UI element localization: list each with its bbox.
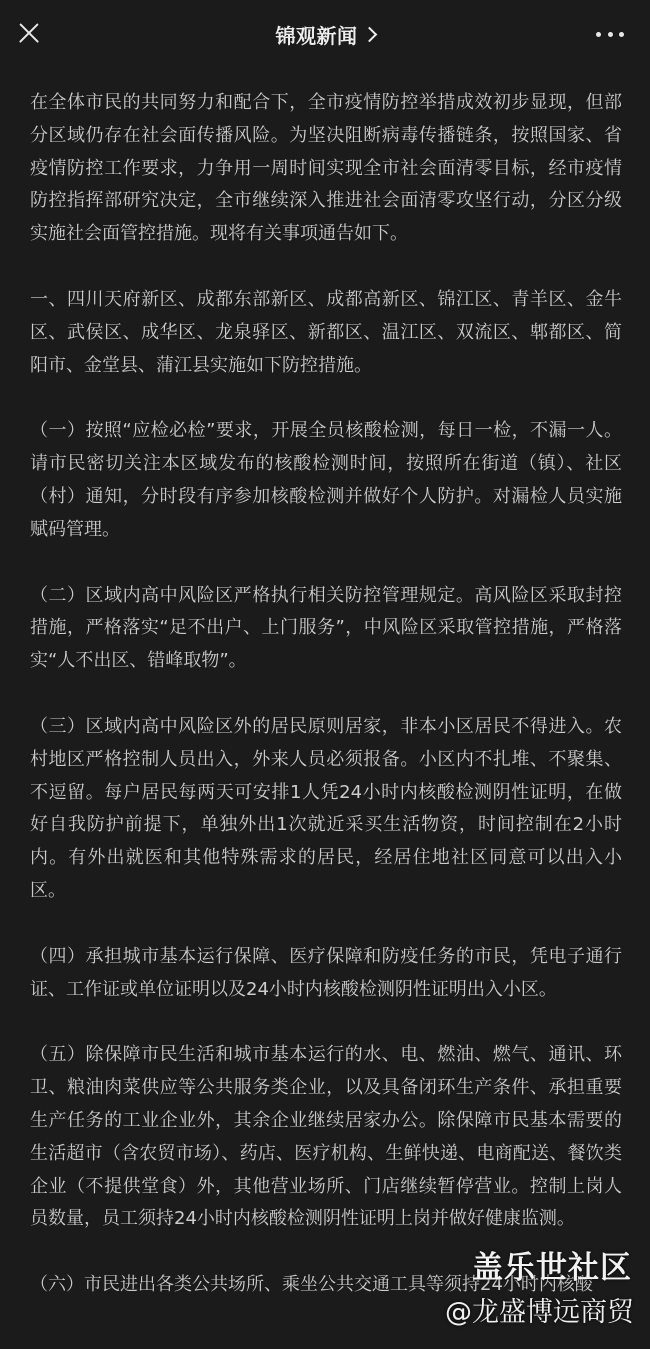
article-body — [30, 87, 622, 1335]
article-paragraph-item-5: （五）除保障市民生活和城市基本运行的水、电、燃油、燃气、通讯、环卫、粮油肉菜供应等公共服务类企业，以及具备闭环生产条件、承担重要生产任务的工业企业外，其余企业继续居家办公。除保障市民基本需要的生活超市（含农贸市场）、药店、医疗机构、生鲜快递、电商配送、餐饮类企业（不提供堂食）外，其他营业场所、门店继续暂停营业。控制上岗人员数量，员工须持24小时内核酸检测阴性证明上岗并做好健康监测。 — [30, 1044, 622, 1230]
account-title: 锦观新闻 — [275, 23, 358, 48]
title-container — [0, 0, 650, 68]
article-paragraph-item-3: （三）区域内高中风险区外的居民原则居家，非本小区居民不得进入。农村地区严格控制人员出入，外来人员必须报备。小区内不扎堆、不聚集、不逗留。每户居民每两天可安排1人凭24小时内核酸检测阴性证明，在做好自我防护前提下，单独外出1次就近采买生活物资，时间控制在2小时内。有外出就医和其他特殊需求的居民，经居住地社区同意可以出入小区。 — [30, 715, 622, 901]
article-paragraph-item-2: （二）区域内高中风险区严格执行相关防控管理规定。高风险区采取封控措施，严格落实“足不出户、上门服务”，中风险区采取管控措施，严格落实“人不出区、错峰取物”。 — [30, 584, 622, 672]
article-paragraph-item-1: （一）按照“应检必检”要求，开展全员核酸检测，每日一检，不漏一人。请市民密切关注本区域发布的核酸检测时间，按照所在街道（镇）、社区（村）通知，分时段有序参加核酸检测并做好个人防护。对漏检人员实施赋码管理。 — [30, 420, 622, 540]
article-paragraph-section-1: 一、四川天府新区、成都东部新区、成都高新区、锦江区、青羊区、金牛区、武侯区、成华区、龙泉驿区、新都区、温江区、双流区、郫都区、简阳市、金堂县、蒲江县实施如下防控措施。 — [30, 288, 622, 376]
watermark-community: 盖乐世社区 — [472, 1250, 632, 1286]
close-icon[interactable] — [12, 16, 46, 50]
article-paragraph-intro: 在全体市民的共同努力和配合下，全市疫情防控举措成效初步显现，但部分区域仍存在社会面传播风险。为坚决阻断病毒传播链条，按照国家、省疫情防控工作要求，力争用一周时间实现全市社会面清零目标，经市疫情防控指挥部研究决定，全市继续深入推进社会面清零攻坚行动，分区分级实施社会面管控措施。现将有关事项通告如下。 — [30, 92, 622, 245]
account-title-link[interactable] — [276, 20, 375, 49]
more-horizontal-icon[interactable] — [596, 30, 624, 38]
top-navigation-bar — [0, 0, 650, 68]
article-paragraph-item-4: （四）承担城市基本运行保障、医疗保障和防疫任务的市民，凭电子通行证、工作证或单位证明以及24小时内核酸检测阴性证明出入小区。 — [30, 945, 622, 1000]
watermark-author: @龙盛博远商贸 — [445, 1297, 634, 1328]
article-paragraph-item-6: （六）市民进出各类公共场所、乘坐公共交通工具等须持24小时内核酸 — [30, 1274, 593, 1296]
chevron-right-icon — [361, 27, 377, 43]
